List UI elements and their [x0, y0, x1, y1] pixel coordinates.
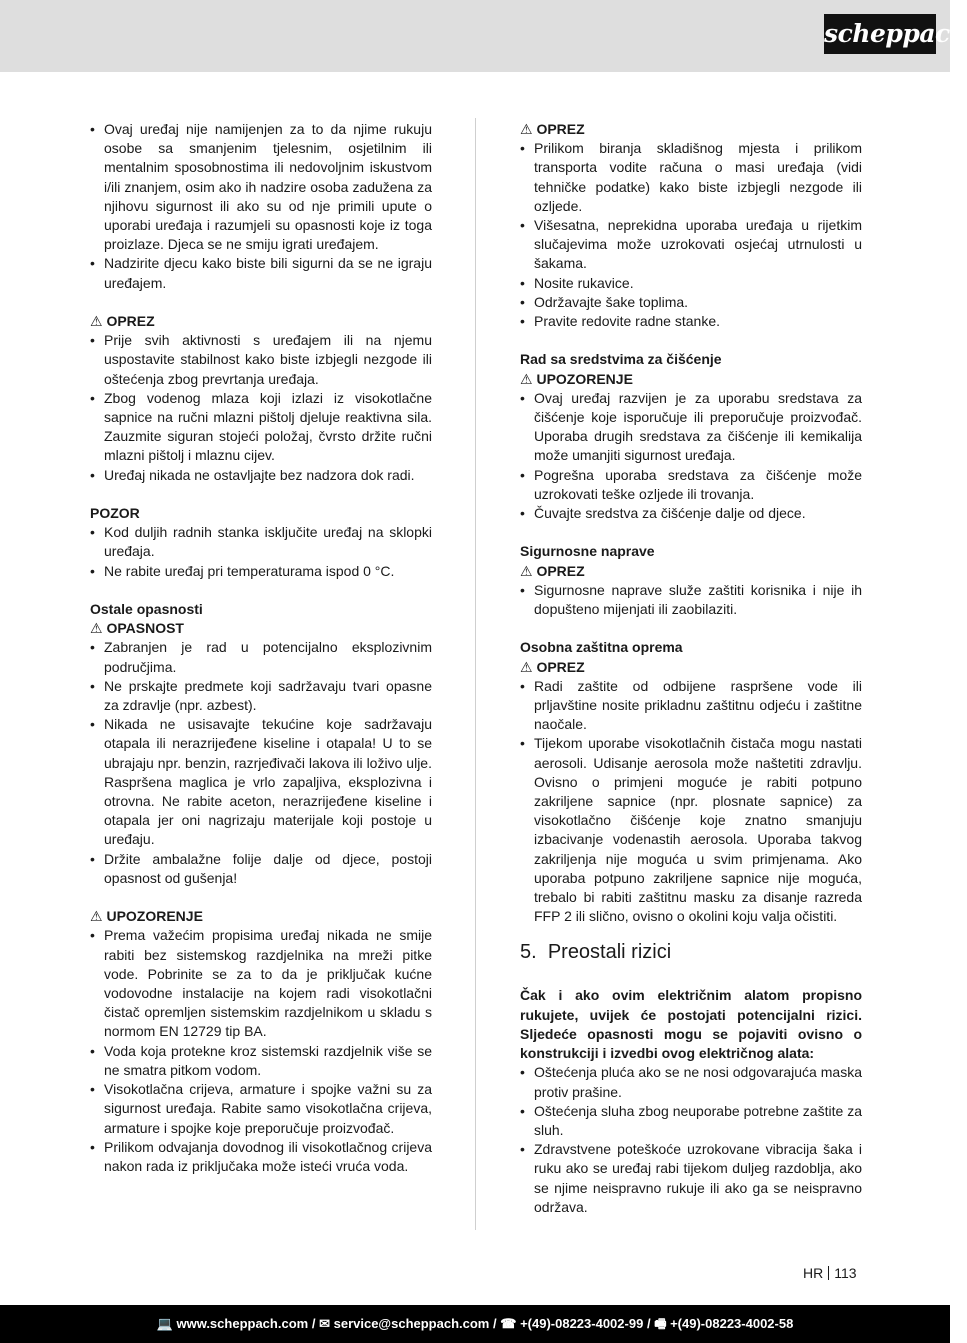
list-item: • Oštećenja sluha zbog neuporabe potrebne zaštite za sluh. — [520, 1102, 862, 1140]
left-column — [90, 120, 432, 1176]
list-item: • Nikada ne usisavajte tekućine koje sadržavaju otapala ili nerazrijeđene kiseline i otapala! U to se ubrajaju npr. benzin, razrjeđivači lakova ili loživo ulje. Raspršena maglica je vrlo zapaljiva, eksplozivna i otrovna. Ne rabite aceton, nerazrijeđene kiseline i otapala jer oni nagrizaju materijale koji postoje u uređaju. — [90, 715, 432, 849]
column-divider — [475, 118, 476, 1230]
warning-triangle-icon: ⚠ — [90, 313, 103, 330]
page-number — [803, 1264, 857, 1283]
computer-icon: 💻 — [156, 1316, 173, 1331]
osobna-list — [520, 677, 862, 927]
list-item: • Ne rabite uređaj pri temperaturama ispod 0 °C. — [90, 562, 432, 581]
page-header — [0, 0, 967, 72]
list-item: • Zbog vodenog mlaza koji izlazi iz visokotlačne sapnice na ručni mlazni pištolj djeluje reaktivna sila. Zauzmite siguran stojeći položaj, čvrsto držite ručni mlazni pištolj i mlaznu cijev. — [90, 389, 432, 466]
section-list — [520, 1063, 862, 1217]
warning-triangle-icon: ⚠ — [90, 908, 103, 925]
list-item: • Oštećenja pluća ako se ne nosi odgovarajuća maska protiv prašine. — [520, 1063, 862, 1101]
list-item: • Tijekom uporabe visokotlačnih čistača mogu nastati aerosoli. Udisanje aerosola može naštetiti zdravlju. Ovisno o primjeni moguće je rabiti potpuno zakriljene sapnice (npr. plosnate sapnice) za visokotlačno čišćenje koje znatno smanjuju izbacivanje vodenastih aerosola. Uporaba takvog zakriljenja nije moguća u svim primjenama. Ako uporaba potpuno zakriljene sapnice nije moguća, trebalo bi rabiti zaštitnu masku za disanje razreda FFP 2 ili slično, ovisno o okolini koju valja očistiti. — [520, 734, 862, 926]
list-item: • Prilikom odvajanja dovodnog ili visokotlačnog crijeva nakon rada iz priključaka može isteći vruća voda. — [90, 1138, 432, 1176]
list-item: • Radi zaštite od odbijene raspršene vode ili prljavštine nosite prikladnu zaštitnu odjeću i zaštitne naočale. — [520, 677, 862, 735]
section-title-text: Preostali rizici — [547, 941, 672, 964]
list-item: • Ne prskajte predmete koji sadržavaju tvari opasne za zdravlje (npr. azbest). — [90, 677, 432, 715]
pozor-list — [90, 523, 432, 581]
upozorenje-list — [90, 926, 432, 1176]
list-item: • Pravite redovite radne stanke. — [520, 312, 862, 331]
list-item: • Sigurnosne naprave služe zaštiti korisnika i nije ih dopušteno mijenjati ili zaobilaziti. — [520, 581, 862, 619]
oprez-heading: ⚠ OPREZ — [520, 562, 585, 579]
page-lang: HR — [803, 1265, 824, 1281]
oprez-list — [520, 139, 862, 331]
list-item: • Držite ambalažne folije dalje od djece, postoji opasnost od gušenja! — [90, 850, 432, 888]
footer-web: www.scheppach.com — [176, 1316, 309, 1331]
page-num: 113 — [834, 1265, 857, 1281]
list-item: • Zabranjen je rad u potencijalno eksplozivnim područjima. — [90, 638, 432, 676]
ostale-opasnosti-heading: Ostale opasnosti — [90, 601, 203, 618]
sigurnosne-naprave-heading: Sigurnosne naprave — [520, 543, 655, 560]
list-item: • Nosite rukavice. — [520, 274, 862, 293]
list-item: • Ovaj uređaj razvijen je za uporabu sredstava za čišćenje koje isporučuje ili preporučuje proizvođač. Uporaba drugih sredstava za čišćenje ili kemikalija može umanjiti sigurnost uređaja. — [520, 389, 862, 466]
opasnost-list — [90, 638, 432, 888]
phone-icon: ☎ — [500, 1316, 517, 1331]
warning-triangle-icon: ⚠ — [90, 620, 103, 637]
intro-list — [90, 120, 432, 293]
list-item: • Kod duljih radnih stanka isključite uređaj na sklopki uređaja. — [90, 523, 432, 561]
upozorenje-heading: ⚠ UPOZORENJE — [90, 908, 203, 925]
warning-triangle-icon: ⚠ — [520, 121, 533, 137]
rad-sa-sredstvima-heading: Rad sa sredstvima za čišćenje — [520, 351, 722, 368]
pozor-heading: POZOR — [90, 505, 140, 522]
fax-icon: 🖷 — [654, 1316, 667, 1331]
oprez-heading: ⚠ OPREZ — [90, 313, 155, 330]
oprez-heading: ⚠ OPREZ — [520, 658, 585, 675]
scheppach-logo: scheppach — [824, 14, 936, 54]
list-item: • Pogrešna uporaba sredstava za čišćenje može uzrokovati teške ozljede ili trovanja. — [520, 466, 862, 504]
footer-fax: +(49)-08223-4002-58 — [670, 1316, 794, 1331]
list-item: • Prije svih aktivnosti s uređajem ili na njemu uspostavite stabilnost kako biste izbjegli nezgode ili oštećenja zbog prevrtanja uređaja. — [90, 331, 432, 389]
warning-triangle-icon: ⚠ — [520, 562, 533, 579]
list-item: • Ovaj uređaj nije namijenjen za to da njime rukuju osobe sa smanjenim tjelesnim, osjetilnim ili mentalnim sposobnostima ili nedovoljnim iskustvom i/ili znanjem, osim ako ih nadzire osoba zadužena za njihovu sigurnost ili ako su od nje primili upute o uporabi uređaja i razumjeli su opasnosti koje iz toga proizlaze. Djeca se ne smiju igrati uređajem. — [90, 120, 432, 254]
footer-phone: +(49)-08223-4002-99 — [520, 1316, 644, 1331]
oprez-list — [90, 331, 432, 485]
list-item: • Čuvajte sredstva za čišćenje dalje od djece. — [520, 504, 862, 523]
section-intro: Čak i ako ovim električnim alatom propisno rukujete, uvijek će postojati potencijalni rizici. Sljedeće opasnosti mogu se pojaviti ovisno o konstrukciji i izvedbi ovog električnog alata: — [520, 987, 862, 1062]
list-item: • Prilikom biranja skladišnog mjesta i prilikom transporta vodite računa o masi uređaja (vidi tehničke podatke) kako biste izbjegli nezgode ili ozljede. — [520, 139, 862, 216]
page-footer: 💻 www.scheppach.com / ✉ service@scheppach.com / ☎ +(49)-08223-4002-99 / 🖷 +(49)-08223-4002-58 — [0, 1305, 950, 1343]
list-item: • Održavajte šake toplima. — [520, 293, 862, 312]
section-title — [520, 940, 862, 964]
upozorenje-heading: ⚠ UPOZORENJE — [520, 370, 633, 387]
oprez-heading: ⚠ OPREZ — [520, 121, 585, 137]
warning-triangle-icon: ⚠ — [520, 658, 533, 675]
list-item: • Prema važećim propisima uređaj nikada ne smije rabiti bez sistemskog razdjelnika na mreži pitke vode. Pobrinite se za to da je priključak kućne vodovodne instalacije na kojem radi visokotlačni čistač opremljen sistemskim razdjelnikom u skladu s normom EN 12729 tip BA. — [90, 926, 432, 1041]
list-item: • Uređaj nikada ne ostavljajte bez nadzora dok radi. — [90, 466, 432, 485]
list-item: • Višesatna, neprekidna uporaba uređaja u rijetkim slučajevima može uzrokovati osjećaj utrnulosti u šakama. — [520, 216, 862, 274]
osobna-oprema-heading: Osobna zaštitna oprema — [520, 639, 683, 656]
email-icon: ✉ — [319, 1316, 330, 1331]
warning-triangle-icon: ⚠ — [520, 370, 533, 387]
sigurnosne-list — [520, 581, 862, 619]
rad-list — [520, 389, 862, 523]
footer-email: service@scheppach.com — [333, 1316, 490, 1331]
page-separator — [828, 1266, 829, 1280]
list-item: • Zdravstvene poteškoće uzrokovane vibracija šaka i ruku ako se uređaj rabi tijekom duljeg razdoblja, ako se njime neispravno rukuje ili ako ga se neispravno održava. — [520, 1140, 862, 1217]
list-item: • Voda koja protekne kroz sistemski razdjelnik više se ne smatra pitkom vodom. — [90, 1042, 432, 1080]
section-number: 5. — [520, 941, 537, 964]
right-column — [520, 120, 862, 1217]
opasnost-heading: ⚠ OPASNOST — [90, 620, 184, 637]
list-item: • Visokotlačna crijeva, armature i spojke važni su za sigurnost uređaja. Rabite samo visokotlačna crijeva, armature i spojke koje preporučuje proizvođač. — [90, 1080, 432, 1138]
list-item: • Nadzirite djecu kako biste bili sigurni da se ne igraju uređajem. — [90, 254, 432, 292]
